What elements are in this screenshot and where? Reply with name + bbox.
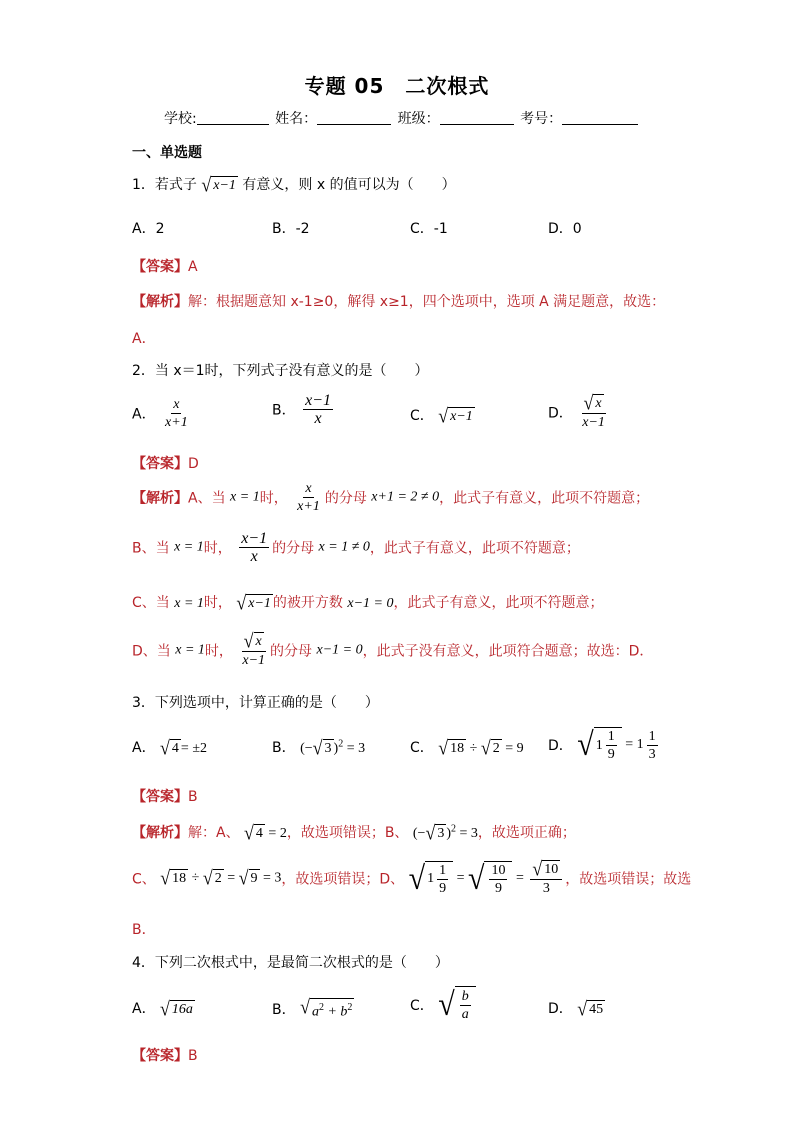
q2-analysis-line-3 — [132, 592, 603, 613]
q3-analysis-end: B． — [132, 922, 156, 938]
radicand: x−1 — [450, 408, 473, 424]
q1-radical — [201, 173, 238, 196]
denominator: x−1 — [582, 415, 605, 430]
text: 解：A、 — [188, 825, 240, 841]
radicand: 2 — [214, 871, 222, 886]
class-blank — [440, 110, 514, 125]
text: ，故选项错误；D、 — [281, 871, 405, 888]
denominator: 9 — [607, 747, 615, 762]
math-text: ) — [333, 741, 339, 756]
text: ，此式子没有意义，此项符合题意；故选：D． — [362, 643, 654, 660]
radical — [238, 866, 260, 889]
radical — [312, 736, 334, 759]
radical-sign-icon: √ — [577, 726, 594, 763]
text: A、当 — [188, 490, 226, 507]
math-text: x = 1 — [230, 489, 260, 505]
answer-value: A — [188, 259, 198, 275]
option-letter: D． — [548, 405, 573, 422]
option-letter: A． — [132, 1001, 156, 1017]
exponent: 2 — [347, 1002, 353, 1013]
text: B、当 — [132, 540, 170, 557]
fraction — [295, 480, 322, 515]
answer-value: B — [188, 1048, 198, 1064]
numerator — [242, 629, 266, 652]
radicand: 4 — [171, 740, 179, 756]
q3-analysis-line-2 — [132, 857, 692, 897]
math-text: x−1 = 0 — [316, 642, 363, 658]
denominator: 9 — [494, 880, 502, 896]
option-letter: A． — [132, 740, 156, 756]
fraction — [239, 530, 269, 565]
denominator: 9 — [439, 880, 447, 896]
q2-option-c-radical — [438, 404, 475, 427]
math-text: = ±2 — [180, 741, 208, 756]
radicand: 3 — [324, 740, 332, 756]
q1-stem — [132, 174, 456, 195]
radical-sign-icon: √ — [425, 821, 436, 844]
option-letter: A． — [132, 406, 156, 423]
radical-sign-icon: √ — [480, 736, 491, 759]
q2-option-a-fraction — [163, 396, 190, 431]
radical — [160, 997, 195, 1020]
name-blank — [317, 110, 391, 125]
math-text: a — [311, 1004, 319, 1020]
analysis-label: 【解析】 — [132, 825, 188, 841]
radical-sign-icon: √ — [300, 995, 310, 1018]
q2-option-b-fraction — [303, 392, 333, 427]
math-text: x−1 = 0 — [347, 596, 394, 611]
radical — [480, 736, 502, 759]
radical-sign-icon: √ — [160, 736, 170, 759]
denominator: x+1 — [297, 499, 320, 514]
text: 时， — [203, 540, 232, 557]
text: C、 — [132, 871, 156, 888]
q1-option-c: C．-1 — [410, 221, 448, 237]
text: ，此式子有意义，此项不符题意； — [439, 490, 650, 507]
radicand — [455, 986, 476, 1024]
fraction — [489, 862, 507, 897]
page-title: 专题 05 二次根式 — [304, 74, 490, 98]
q4-stem: 4．下列二次根式中，是最简二次根式的是（ ） — [132, 955, 449, 971]
fraction — [606, 728, 617, 763]
answer-value: D — [188, 456, 199, 472]
q4-option-d — [548, 998, 605, 1019]
denominator: x — [314, 410, 322, 427]
radicand: 10 — [544, 862, 559, 877]
radical — [438, 986, 475, 1024]
radicand — [310, 998, 354, 1022]
radical — [244, 821, 265, 844]
radical — [468, 861, 512, 897]
option-letter: D． — [548, 1001, 573, 1017]
numerator — [530, 857, 562, 880]
radical-sign-icon: √ — [532, 857, 543, 880]
math-text: (− — [412, 826, 426, 841]
q1-stem-text-2: 有意义，则 x 的值可以为（ ） — [242, 177, 456, 193]
math-text: ÷ — [466, 741, 481, 756]
radicand: 18 — [450, 740, 465, 756]
denominator: x−1 — [242, 653, 266, 668]
radical-sign-icon: √ — [244, 821, 254, 844]
math-text: = — [453, 870, 469, 886]
q1-analysis-end: A． — [132, 331, 156, 347]
denominator: 3 — [648, 746, 656, 762]
q3-analysis-line-1 — [132, 822, 576, 843]
radical — [236, 591, 273, 614]
class-label: 班级： — [397, 111, 440, 127]
q3-answer — [132, 786, 198, 806]
q3-option-b — [272, 737, 365, 758]
radical-sign-icon: √ — [236, 591, 247, 614]
math-text: x+1 = 2 ≠ 0 — [371, 489, 440, 505]
radical — [160, 866, 188, 889]
numerator: 1 — [607, 729, 615, 744]
q2-option-b — [272, 392, 336, 427]
q1-option-d: D．0 — [548, 221, 582, 237]
q1-analysis — [132, 291, 665, 311]
answer-label: 【答案】 — [132, 259, 188, 275]
q2-option-d — [548, 391, 610, 431]
number-blank — [562, 110, 638, 125]
option-letter: B． — [272, 740, 296, 756]
q1-answer — [132, 256, 198, 276]
text: D、当 — [132, 643, 171, 660]
text: ，故选项正确； — [477, 825, 576, 841]
math-text: = 3 — [343, 741, 366, 756]
q2-analysis-line-1 — [132, 480, 649, 515]
number-label: 考号： — [520, 111, 563, 127]
math-text: ÷ — [188, 870, 203, 886]
numerator — [582, 391, 606, 414]
school-blank — [197, 110, 269, 125]
radicand — [594, 727, 622, 763]
text: ，此式子有意义，此项不符题意； — [393, 595, 604, 611]
q2-analysis-line-2 — [132, 530, 580, 565]
radical — [202, 866, 224, 889]
radical-sign-icon: √ — [438, 736, 449, 759]
q3-option-d — [548, 727, 661, 763]
radical — [438, 736, 466, 759]
math-text: ) — [446, 826, 452, 841]
option-letter: C． — [410, 998, 434, 1014]
q2-option-c — [410, 405, 475, 426]
q4-option-a — [132, 998, 195, 1019]
option-letter: C． — [410, 408, 434, 424]
denominator: x — [250, 548, 258, 565]
q1-option-b: B．-2 — [272, 221, 310, 237]
text: 的被开方数 — [272, 595, 343, 611]
whole-part: 1 — [595, 737, 603, 753]
radical — [160, 736, 181, 759]
radical-sign-icon: √ — [468, 859, 485, 897]
q1-option-a: A．2 — [132, 221, 165, 237]
math-text: + b — [323, 1004, 348, 1020]
radicand: x−1 — [248, 595, 271, 611]
fraction — [240, 629, 267, 669]
numerator: 1 — [648, 728, 656, 744]
radical — [300, 995, 354, 1022]
text: 时， — [204, 643, 233, 660]
text: 时， — [203, 595, 232, 611]
math-text: = 3 — [259, 870, 282, 886]
q1-stem-text: 1．若式子 — [132, 177, 197, 193]
radical — [409, 861, 453, 897]
numerator: 1 — [439, 862, 447, 878]
math-text: = — [512, 870, 528, 886]
radical-sign-icon: √ — [201, 173, 212, 196]
radical-sign-icon: √ — [312, 736, 323, 759]
radical — [577, 997, 605, 1020]
q2-analysis-line-4 — [132, 629, 654, 669]
radical-sign-icon: √ — [408, 859, 426, 897]
analysis-label: 【解析】 — [132, 490, 188, 507]
radical-sign-icon: √ — [438, 404, 449, 427]
numerator: x — [305, 481, 312, 496]
radical-sign-icon: √ — [583, 391, 594, 414]
text: 时， — [259, 490, 288, 507]
option-letter: B． — [272, 1001, 296, 1018]
numerator: b — [461, 989, 469, 1004]
denominator: 3 — [542, 881, 550, 896]
name-label: 姓名： — [275, 111, 318, 127]
numerator: x — [173, 397, 180, 412]
math-text: = 3 — [456, 826, 478, 841]
numerator: x−1 — [241, 530, 268, 547]
fraction — [437, 862, 448, 897]
radicand — [425, 861, 453, 897]
q2-option-a — [132, 396, 193, 431]
math-text: = 1 — [621, 737, 644, 752]
radical — [577, 727, 621, 763]
text: ，此式子有意义，此项不符题意； — [369, 540, 580, 557]
q1-radicand: x−1 — [213, 177, 236, 193]
math-text: = — [223, 870, 239, 886]
math-text: = 2 — [264, 826, 287, 841]
analysis-text: 解：根据题意知 x-1≥0，解得 x≥1，四个选项中，选项 A 满足题意，故选： — [188, 294, 666, 310]
denominator: x+1 — [165, 415, 188, 430]
denominator: a — [461, 1007, 469, 1022]
math-text: x = 1 — [174, 539, 204, 555]
option-letter: C． — [410, 740, 434, 756]
radicand: 4 — [255, 825, 263, 841]
radical-sign-icon: √ — [438, 986, 455, 1023]
q3-stem: 3．下列选项中，计算正确的是（ ） — [132, 695, 379, 711]
numerator: 10 — [491, 862, 506, 878]
radicand: 3 — [437, 825, 445, 841]
q2-stem: 2．当 x＝1时，下列式子没有意义的是（ ） — [132, 363, 429, 379]
radicand: 18 — [172, 871, 187, 886]
exponent: 2 — [318, 1002, 324, 1013]
student-info-line — [164, 108, 640, 128]
radical-sign-icon: √ — [243, 629, 254, 652]
q4-answer — [132, 1045, 198, 1065]
option-letter: B． — [272, 402, 296, 419]
math-text: = 9 — [501, 741, 524, 756]
analysis-label: 【解析】 — [132, 294, 188, 310]
school-label: 学校: — [164, 111, 197, 127]
answer-label: 【答案】 — [132, 1048, 188, 1064]
text: 的分母 — [272, 540, 315, 557]
answer-label: 【答案】 — [132, 456, 188, 472]
q2-option-d-fraction — [580, 391, 607, 431]
radical-sign-icon: √ — [160, 997, 170, 1020]
exponent: 2 — [338, 738, 344, 750]
q4-option-c — [410, 986, 476, 1024]
text: 的分母 — [324, 490, 367, 507]
radicand: 9 — [250, 871, 258, 886]
q3-option-c — [410, 737, 524, 758]
radicand: 2 — [492, 740, 500, 756]
radical-sign-icon: √ — [160, 866, 171, 889]
answer-label: 【答案】 — [132, 789, 188, 805]
radicand: 45 — [589, 1001, 604, 1017]
radical-sign-icon: √ — [577, 997, 588, 1020]
radical-sign-icon: √ — [238, 866, 249, 889]
q4-option-b — [272, 995, 354, 1022]
exponent: 2 — [451, 823, 457, 835]
radical-sign-icon: √ — [202, 866, 213, 889]
fraction — [460, 988, 471, 1023]
text: C、当 — [132, 595, 170, 611]
math-text: (− — [300, 741, 313, 756]
math-text: x = 1 ≠ 0 — [318, 539, 370, 555]
text: 的分母 — [270, 643, 313, 660]
math-text: x = 1 — [175, 642, 205, 658]
radicand: x — [255, 634, 262, 649]
numerator: x−1 — [305, 392, 331, 409]
text: ，故选项错误；B、 — [286, 825, 409, 841]
option-letter: D． — [548, 738, 573, 754]
radicand: 16a — [171, 1001, 193, 1017]
q2-answer — [132, 453, 199, 473]
fraction — [530, 857, 562, 897]
radical — [425, 821, 446, 844]
radicand — [484, 861, 512, 897]
q3-option-a — [132, 737, 207, 758]
math-text: x = 1 — [174, 596, 204, 611]
section-heading: 一、单选题 — [132, 145, 202, 161]
whole-part: 1 — [427, 871, 435, 886]
answer-value: B — [188, 789, 198, 805]
fraction — [647, 728, 658, 763]
radicand: x — [595, 396, 602, 411]
text: ，故选项错误；故选 — [565, 871, 692, 888]
